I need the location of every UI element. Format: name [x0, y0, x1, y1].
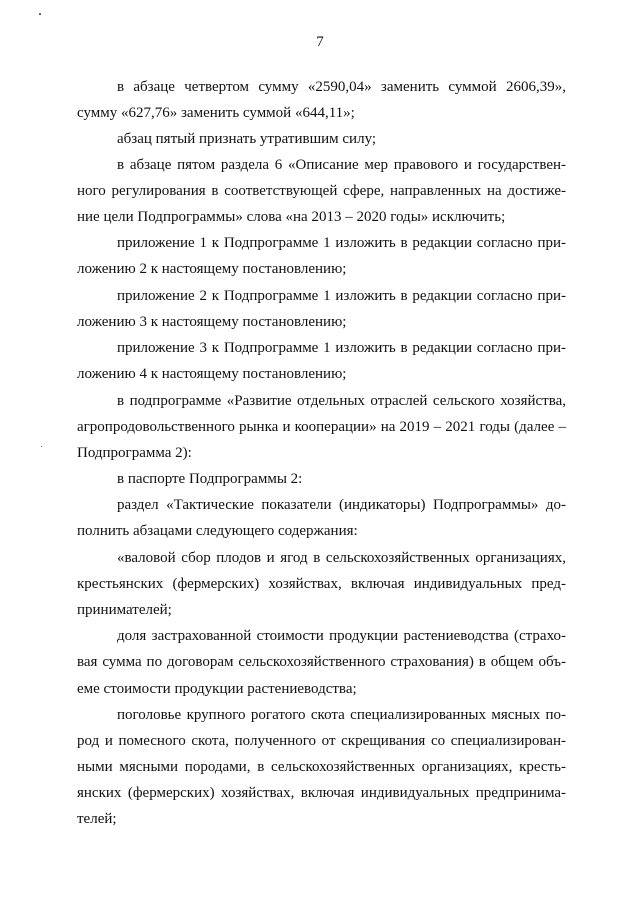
text-line: сумму «627,76» заменить суммой «644,11»;: [77, 105, 355, 121]
text-line: доля застрахованной стоимости продукции растениеводства (страхо-: [117, 628, 566, 644]
text-line: в абзаце пятом раздела 6 «Описание мер правового и государствен-: [117, 157, 566, 173]
text-line: ложению 3 к настоящему постановлению;: [77, 314, 347, 330]
text-line: ложению 2 к настоящему постановлению;: [77, 261, 347, 277]
text-line: телей;: [77, 811, 117, 827]
text-line: принимателей;: [77, 602, 172, 618]
text-line: янских (фермерских) хозяйствах, включая индивидуальных предпринима-: [77, 785, 566, 801]
text-line: «валовой сбор плодов и ягод в сельскохозяйственных организациях,: [117, 550, 566, 566]
text-line: еме стоимости продукции растениеводства;: [77, 681, 357, 697]
scan-speck: [39, 13, 41, 15]
text-line: ного регулирования в соответствующей сфере, направленных на достиже-: [77, 183, 566, 199]
text-line: ложению 4 к настоящему постановлению;: [77, 366, 347, 382]
scan-speck: [41, 446, 42, 447]
text-line: абзац пятый признать утратившим силу;: [117, 131, 377, 147]
text-line: поголовье крупного рогатого скота специализированных мясных по-: [117, 707, 566, 723]
text-line: крестьянских (фермерских) хозяйствах, включая индивидуальных пред-: [77, 576, 566, 592]
text-line: в подпрограмме «Развитие отдельных отраслей сельского хозяйства,: [117, 393, 566, 409]
text-line: полнить абзацами следующего содержания:: [77, 523, 358, 539]
text-line: в абзаце четвертом сумму «2590,04» заменить суммой 2606,39»,: [117, 79, 566, 95]
page-number: 7: [316, 34, 324, 50]
text-line: ными мясными породами, в сельскохозяйственных организациях, кресть-: [77, 759, 566, 775]
text-line: приложение 1 к Подпрограмме 1 изложить в редакции согласно при-: [117, 235, 566, 251]
text-line: раздел «Тактические показатели (индикаторы) Подпрограммы» до-: [117, 497, 566, 513]
text-line: приложение 2 к Подпрограмме 1 изложить в редакции согласно при-: [117, 288, 566, 304]
text-line: в паспорте Подпрограммы 2:: [117, 471, 303, 487]
text-line: вая сумма по договорам сельскохозяйственного страхования) в общем объ-: [77, 654, 566, 670]
text-line: приложение 3 к Подпрограмме 1 изложить в редакции согласно при-: [117, 340, 566, 356]
text-line: ние цели Подпрограммы» слова «на 2013 – 2020 годы» исключить;: [77, 209, 506, 225]
text-line: Подпрограмма 2):: [77, 445, 192, 461]
text-line: род и помесного скота, полученного от скрещивания со специализирован-: [77, 733, 566, 749]
text-line: агропродовольственного рынка и кооперации» на 2019 – 2021 годы (далее –: [77, 419, 566, 435]
